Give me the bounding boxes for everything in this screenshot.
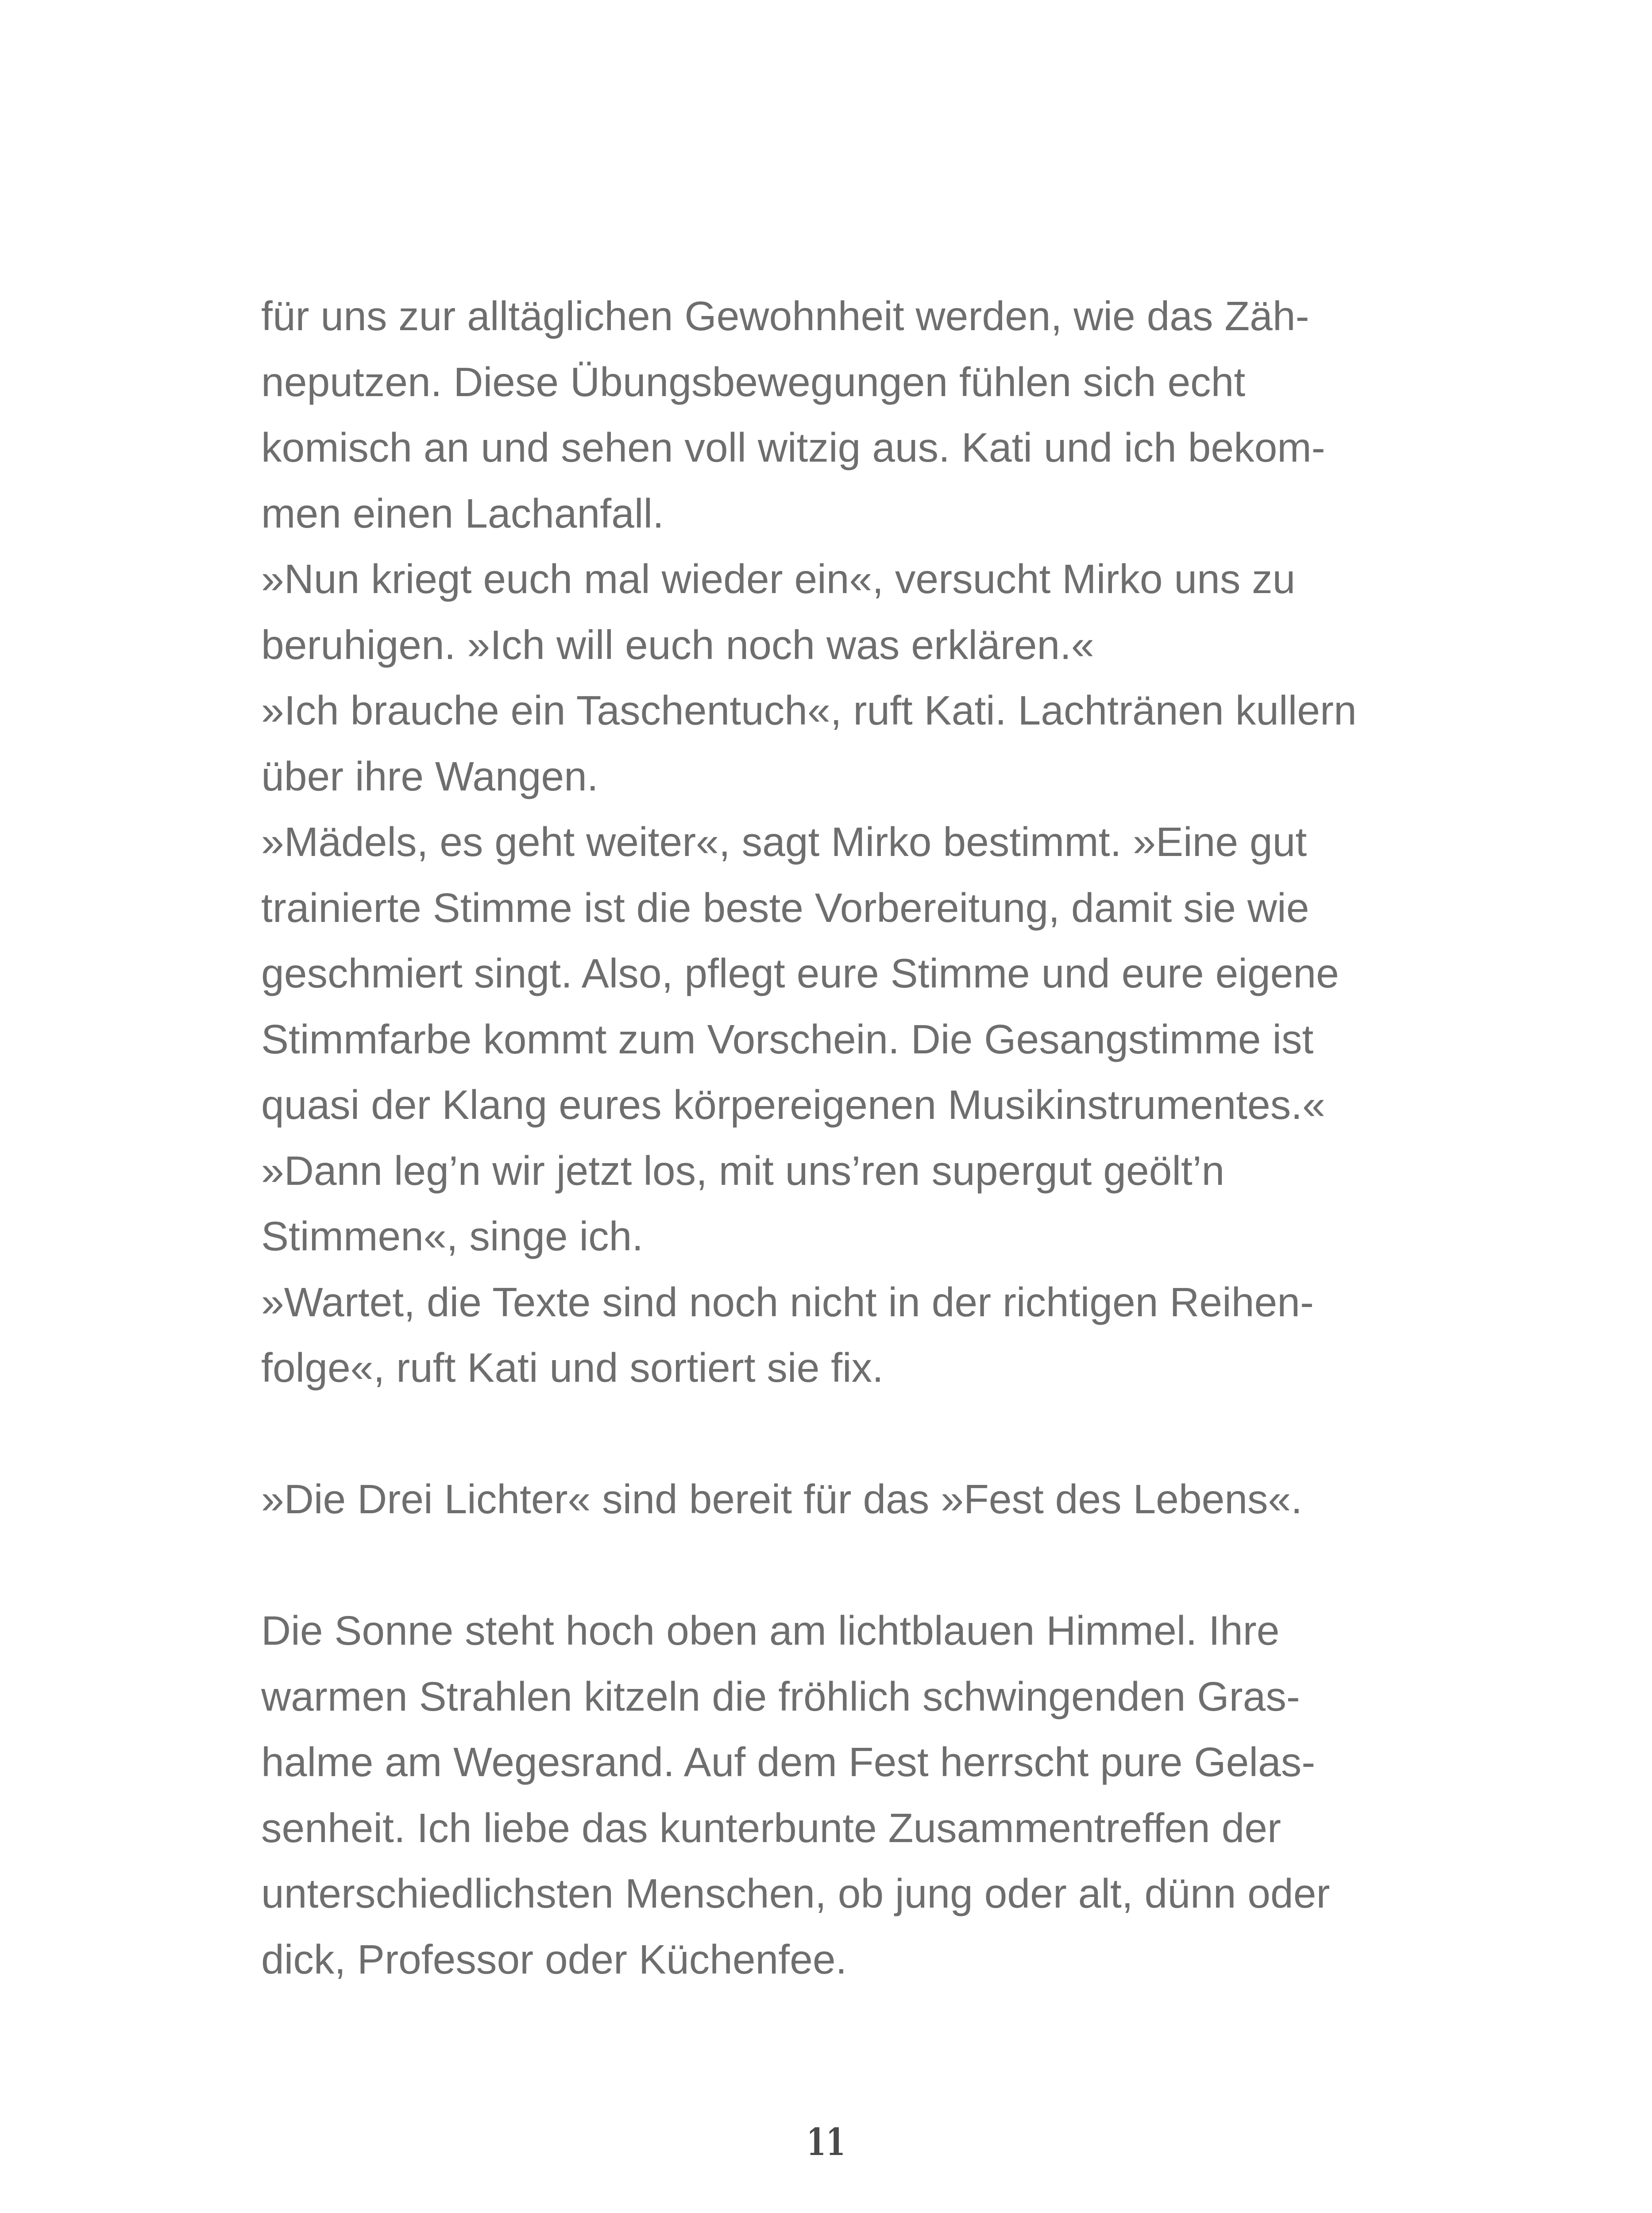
text-line: komisch an und sehen voll witzig aus. Kati und ich bekom- — [261, 424, 1325, 470]
paragraph-gap — [261, 1401, 1421, 1467]
text-line: Die Sonne steht hoch oben am lichtblauen Himmel. Ihre — [261, 1608, 1280, 1654]
text-line: »Nun kriegt euch mal wieder ein«, versucht Mirko uns zu — [261, 556, 1296, 602]
text-line: folge«, ruft Kati und sortiert sie fix. — [261, 1345, 884, 1391]
text-line: Stimmen«, singe ich. — [261, 1213, 644, 1259]
page-number: 11 — [807, 2120, 845, 2164]
text-line: »Mädels, es geht weiter«, sagt Mirko bestimmt. »Eine gut — [261, 819, 1307, 865]
text-line: halme am Wegesrand. Auf dem Fest herrscht pure Gelas- — [261, 1739, 1316, 1785]
text-line: für uns zur alltäglichen Gewohnheit werden, wie das Zäh- — [261, 293, 1309, 339]
text-line: Stimmfarbe kommt zum Vorschein. Die Gesangstimme ist — [261, 1016, 1314, 1062]
text-line: men einen Lachanfall. — [261, 490, 664, 536]
text-line: quasi der Klang eures körpereigenen Musikinstrumentes.« — [261, 1082, 1325, 1128]
text-line: neputzen. Diese Übungsbewegungen fühlen sich echt — [261, 359, 1246, 405]
text-line: »Ich brauche ein Taschentuch«, ruft Kati. Lachtränen kullern — [261, 687, 1357, 733]
text-line: unterschiedlichsten Menschen, ob jung oder alt, dünn oder — [261, 1870, 1330, 1916]
body-text — [261, 283, 1421, 1992]
text-line: »Die Drei Lichter« sind bereit für das »Fest des Lebens«. — [261, 1476, 1303, 1522]
text-line: warmen Strahlen kitzeln die fröhlich schwingenden Gras- — [261, 1673, 1300, 1720]
text-line: »Dann leg’n wir jetzt los, mit uns’ren supergut geölt’n — [261, 1147, 1225, 1194]
text-line: senheit. Ich liebe das kunterbunte Zusammentreffen der — [261, 1804, 1281, 1851]
paragraph-gap — [261, 1532, 1421, 1598]
text-line: dick, Professor oder Küchenfee. — [261, 1936, 847, 1982]
text-line: »Wartet, die Texte sind noch nicht in der richtigen Reihen- — [261, 1279, 1314, 1325]
text-line: beruhigen. »Ich will euch noch was erklären.« — [261, 621, 1094, 668]
text-line: geschmiert singt. Also, pflegt eure Stimme und eure eigene — [261, 950, 1339, 996]
text-line: über ihre Wangen. — [261, 753, 598, 799]
text-line: trainierte Stimme ist die beste Vorbereitung, damit sie wie — [261, 884, 1309, 931]
